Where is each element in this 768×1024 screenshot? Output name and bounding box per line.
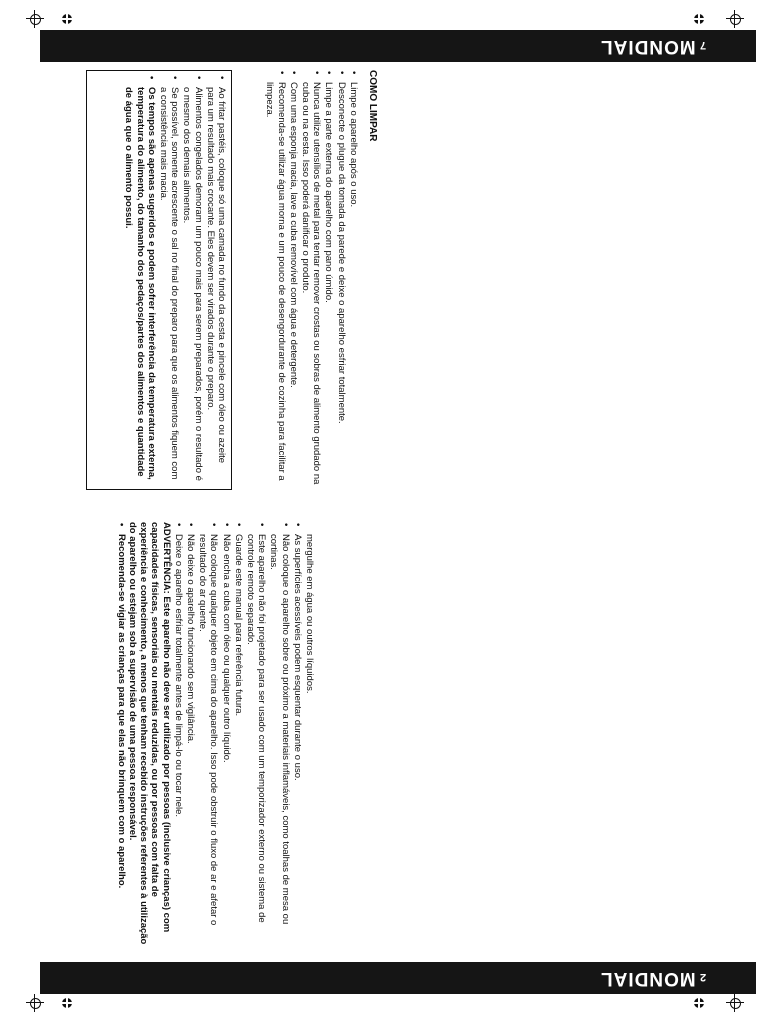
list-item: • Este aparelho não foi projetado para ser usado com um temporizador externo ou sistema de controle remoto separado.: [245, 534, 267, 945]
header-bar: [40, 30, 756, 62]
registration-dot-top-left: [62, 14, 72, 24]
list-item: • Com uma esponja macia, lave a cuba removível com água e detergente.: [288, 82, 299, 490]
registration-mark-bottom-right: [726, 994, 744, 1012]
cleaning-title: COMO LIMPAR: [367, 70, 378, 142]
registration-mark-bottom-left: [26, 994, 44, 1012]
registration-mark-top-left: [26, 10, 44, 28]
page-number-top: 7: [699, 39, 706, 51]
cleaning-list: [264, 70, 359, 490]
list-item: mergulhe em água ou outros líquidos.: [304, 534, 315, 694]
tips-list: [123, 75, 227, 483]
list-item: • Guarde este manual para referência futura.: [233, 534, 244, 945]
registration-dot-bottom-right: [694, 998, 704, 1008]
list-item: • Nunca utilize utensílios de metal para tentar remover crostas ou sobras de alimento grudado na cuba ou na cesta. Isso poderá danificar o produto.: [300, 82, 322, 490]
page-number-bottom: 2: [699, 971, 706, 983]
registration-dot-bottom-left: [62, 998, 72, 1008]
registration-dot-top-right: [694, 14, 704, 24]
list-item: • Limpe o aparelho após o uso.: [348, 82, 359, 490]
warning-paragraph: ADVERTÊNCIA: Este aparelho não deve ser utilizado por pessoas (inclusive crianças) com capacidades físicas, sensoriais ou mentais reduzidas, ou por pessoas com falta de experiência e conhecimento, a menos que tenham recebido instruções referentes à utilização do aparelho ou estejam sob a supervisão de uma pessoa responsável.: [126, 522, 172, 945]
list-item: • Ao fritar pastéis, coloque só uma camada no fundo da cesta e pincele com óleo ou azeite para um resultado mais crocante. Eles devem ser virados durante o preparo.: [205, 87, 227, 483]
list-item: • Recomenda-se vigiar as crianças para que elas não brinquem com o aparelho.: [116, 534, 127, 945]
list-item: • Desconecte o plugue da tomada da parede e deixe o aparelho esfriar totalmente.: [335, 82, 346, 490]
list-item: • Não deixe o aparelho funcionando sem vigilância.: [185, 534, 196, 945]
safety-instructions-column: [87, 522, 315, 945]
footer-bar: [40, 962, 756, 994]
list-item: • Não encha a cuba com óleo ou qualquer outro líquido.: [220, 534, 231, 945]
list-item: • Alimentos congelados demoram um pouco mais para serem preparados, porém o resultado é o mesmo dos demais alimentos.: [181, 87, 203, 483]
list-item: • Se possível, somente acrescente o sal no final do preparo para que os alimentos fiquem com a consistência mais macia.: [158, 87, 180, 483]
cleaning-section: [252, 70, 378, 490]
safety-list: [173, 522, 315, 945]
brand-logo-top: MONDIAL: [600, 36, 696, 57]
brand-logo-bottom: MONDIAL: [600, 968, 696, 989]
list-item: • Recomenda-se utilizar água morna e um pouco de desengordurante de cozinha para facilitar a limpeza.: [264, 82, 286, 490]
registration-mark-top-right: [726, 10, 744, 28]
list-item: • Não coloque o aparelho sobre ou próximo a materiais inflamáveis, como toalhas de mesa ou cortinas.: [268, 534, 290, 945]
list-item: • Os tempos são apenas sugeridos e podem sofrer interferência da temperatura externa, temperatura do alimento, do tamanho dos pedaços/partes dos alimentos e quantidade de água que o alimento possui.: [123, 87, 157, 483]
final-list: [116, 522, 127, 945]
list-item: • Não coloque qualquer objeto em cima do aparelho. Isso pode obstruir o fluxo de ar e afetar o resultado do ar quente.: [197, 534, 219, 945]
list-item: • As superfícies acessíveis podem esquentar durante o uso.: [292, 534, 303, 945]
tips-box: [86, 70, 232, 490]
list-item: • Deixe o aparelho esfriar totalmente antes de limpá-lo ou tocar nele.: [173, 534, 184, 945]
list-item: • Limpe a parte externa do aparelho com pano úmido.: [323, 82, 334, 490]
